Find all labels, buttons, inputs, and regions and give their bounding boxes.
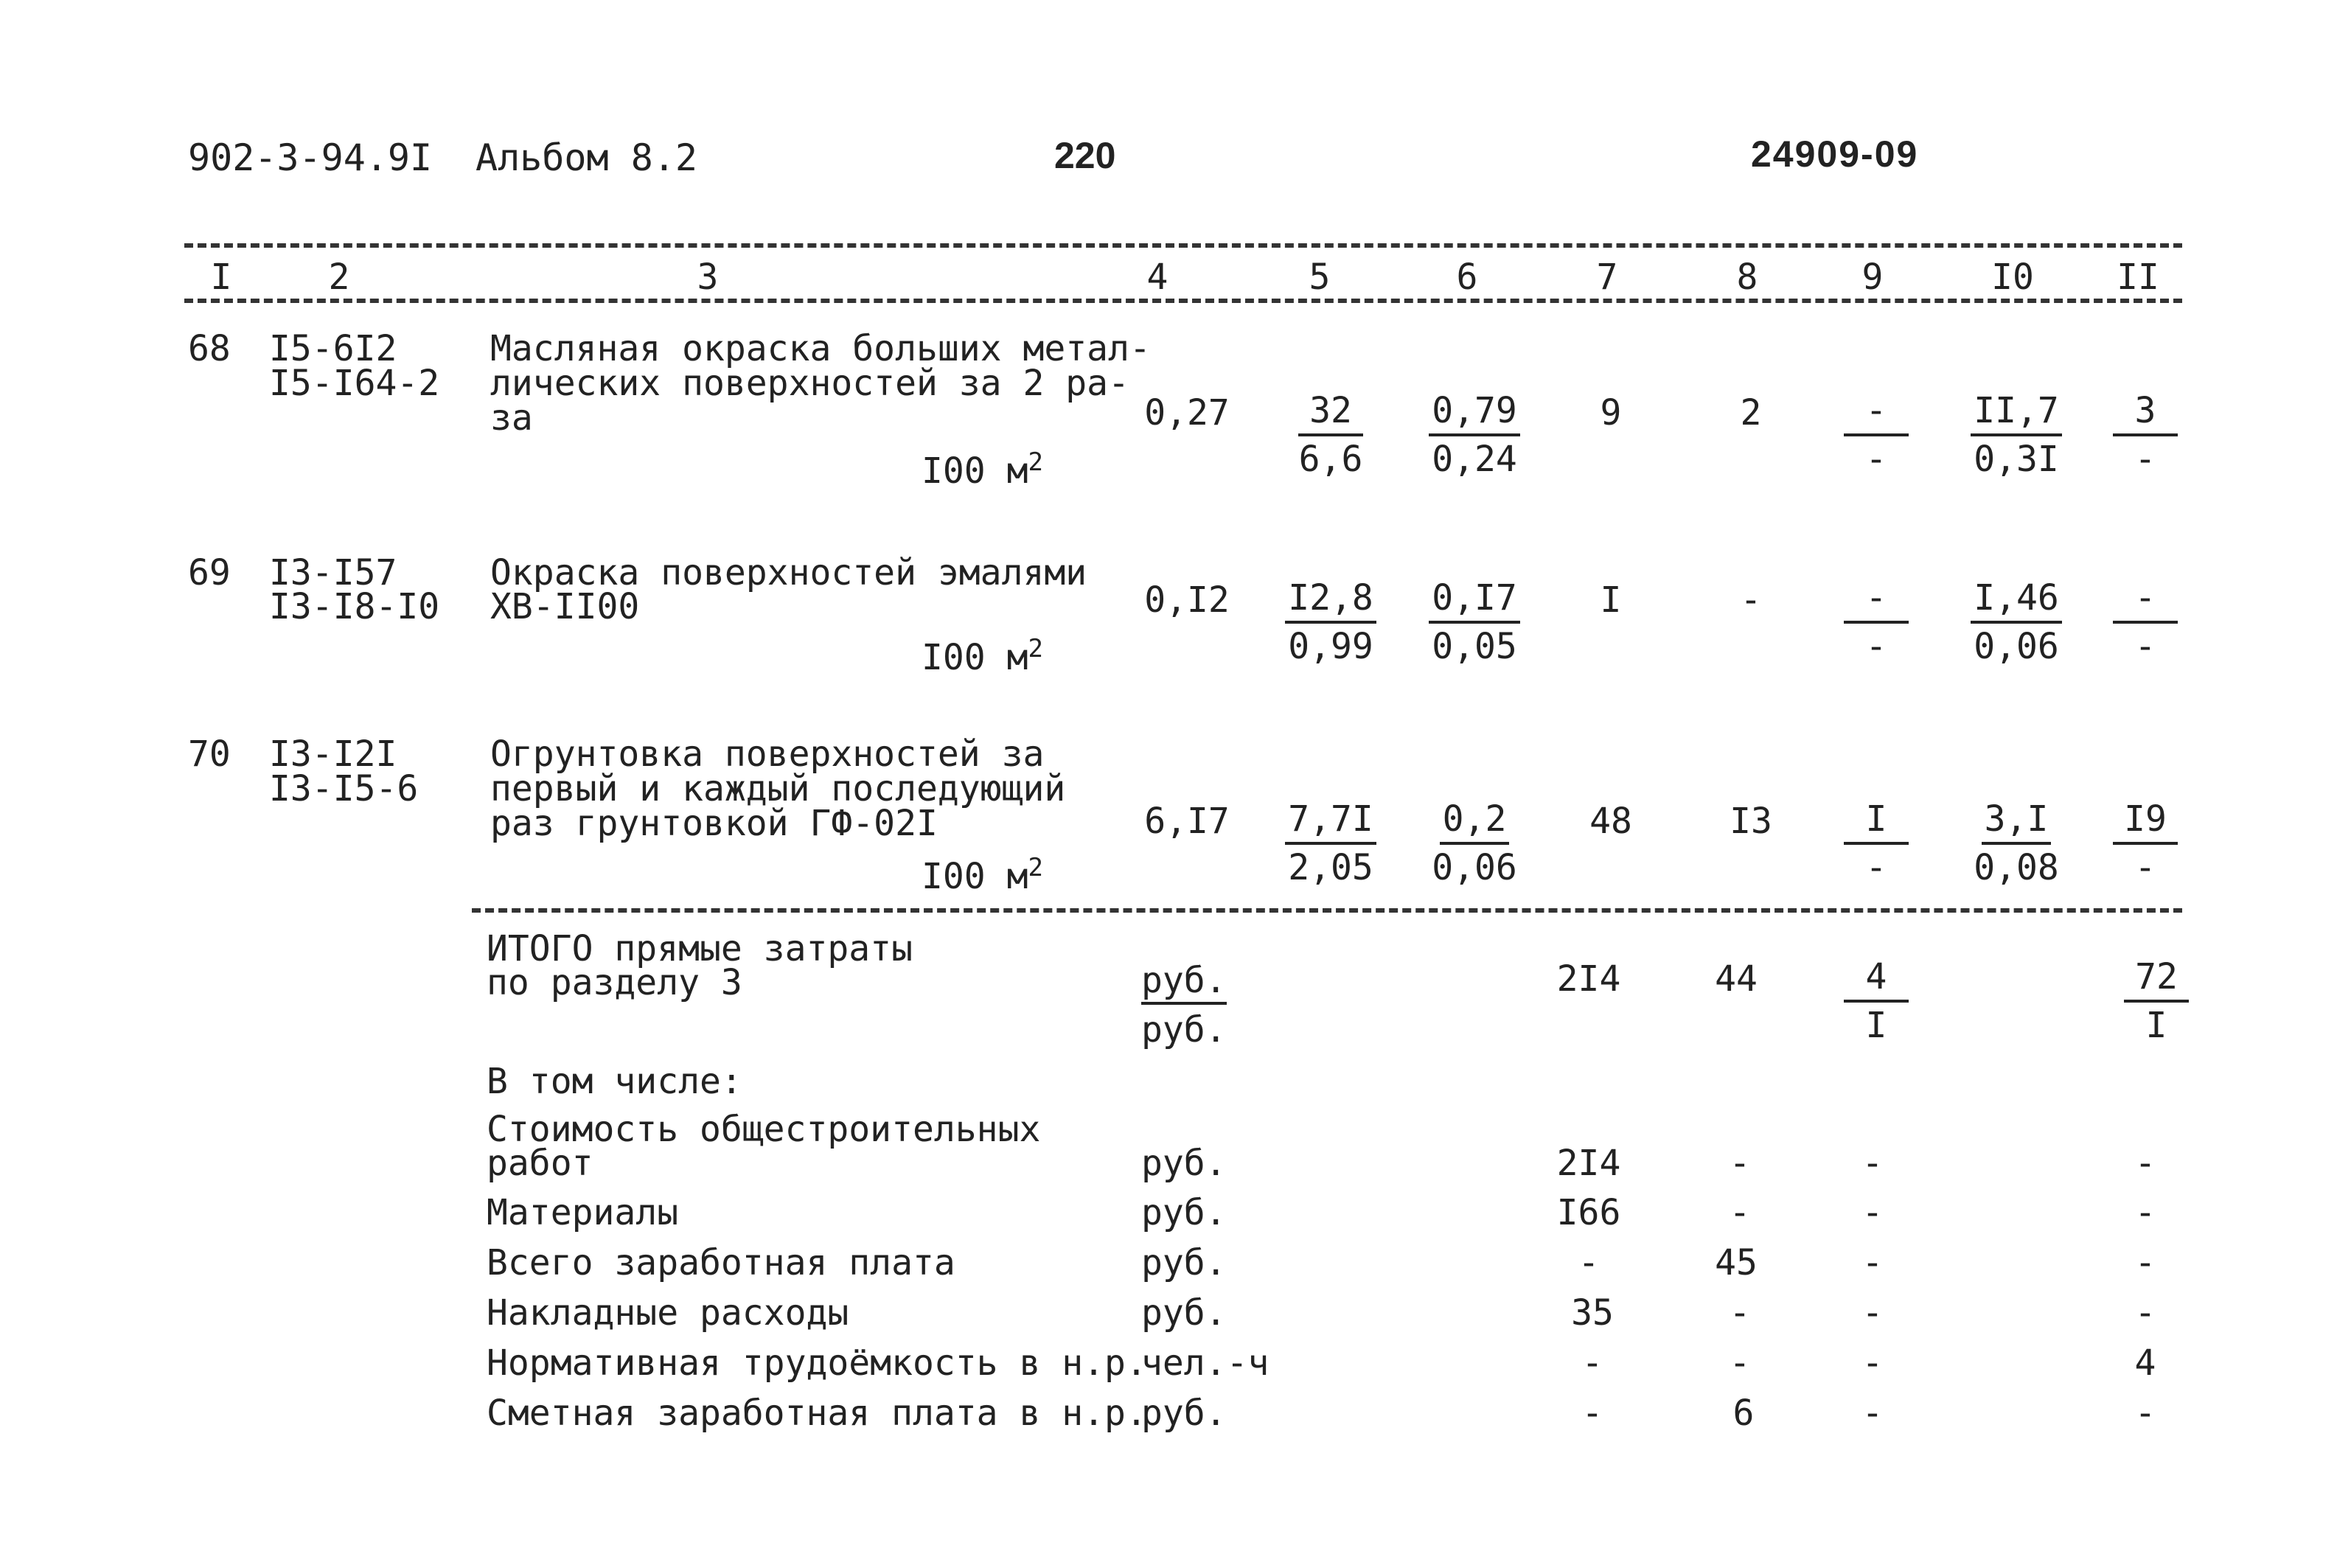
- breakdown-label: Всего заработная плата: [487, 1242, 955, 1283]
- doc-code: 902-3-94.9I: [188, 136, 433, 179]
- row-description-line: ХВ-II00: [490, 586, 640, 627]
- breakdown-col7: -: [1581, 1393, 1603, 1434]
- row-unit: I00 $м^2$: [922, 853, 1043, 897]
- breakdown-col11: -: [2134, 1242, 2156, 1283]
- breakdown-col11: 4: [2134, 1342, 2156, 1384]
- col10-fraction: $\frac{3,I}{0,08}$: [1974, 798, 2059, 888]
- col-header-9: 9: [1861, 257, 1884, 298]
- col5-fraction: $\frac{I2,8}{0,99}$: [1257, 579, 1404, 665]
- breakdown-col7: I66: [1556, 1192, 1621, 1233]
- breakdown-col9: -: [1861, 1342, 1884, 1384]
- totals-unit-top: руб.: [1141, 962, 1227, 1005]
- totals-col9-fraction: $\frac{4}{I}$: [1803, 958, 1950, 1044]
- breakdown-label: Нормативная трудоёмкость в н.р.: [487, 1342, 1147, 1384]
- totals-label-line: ИТОГО прямые затраты: [487, 928, 913, 969]
- row-unit: I00 $м^2$: [922, 634, 1043, 678]
- col9-fraction: - -: [1803, 579, 1950, 665]
- breakdown-col11: -: [2134, 1143, 2156, 1184]
- col10-fraction: $\frac{II,7}{0,3I}$: [1943, 392, 2090, 478]
- totals-col8: 44: [1715, 958, 1758, 1000]
- breakdown-col8: -: [1729, 1342, 1751, 1384]
- breakdown-label: Стоимость общестроительных: [487, 1109, 1041, 1150]
- breakdown-unit: руб.: [1141, 1242, 1227, 1283]
- breakdown-col9: -: [1861, 1292, 1884, 1334]
- header-rule-bottom: [184, 299, 2182, 303]
- col-header-6: 6: [1456, 257, 1478, 298]
- row-description-line: Огрунтовка поверхностей за: [490, 734, 1045, 775]
- breakdown-col8: 6: [1732, 1393, 1755, 1434]
- breakdown-col8: -: [1729, 1192, 1751, 1233]
- breakdown-label: Материалы: [487, 1192, 679, 1233]
- row-code: I3-I2I: [269, 734, 397, 775]
- col7-value: 48: [1589, 801, 1632, 842]
- col6-fraction: $\frac{0,79}{0,24}$: [1401, 392, 1548, 478]
- album-label: Альбом 8.2: [476, 136, 698, 179]
- col9-fraction: - -: [1803, 392, 1950, 478]
- col9-fraction: I -: [1803, 801, 1950, 886]
- breakdown-col8: -: [1729, 1292, 1751, 1334]
- breakdown-unit: чел.-ч: [1141, 1342, 1269, 1384]
- breakdown-label: работ: [487, 1143, 593, 1184]
- page-number: 220: [1054, 135, 1116, 176]
- col5-fraction: $\frac{32}{6,6}$: [1298, 390, 1363, 480]
- row-number: 70: [188, 734, 231, 775]
- header-rule-top: [184, 243, 2182, 248]
- row-number: 68: [188, 328, 231, 369]
- col-header-7: 7: [1596, 257, 1618, 298]
- col10-fraction: $\frac{I,46}{0,06}$: [1943, 579, 2090, 665]
- col11-fraction: - -: [2072, 579, 2219, 665]
- col-header-5: 5: [1309, 257, 1331, 298]
- breakdown-label: Сметная заработная плата в н.р.: [487, 1393, 1147, 1434]
- breakdown-col11: -: [2134, 1192, 2156, 1233]
- col11-fraction: I9 -: [2072, 801, 2219, 886]
- row-number: 69: [188, 552, 231, 593]
- totals-col7: 2I4: [1556, 958, 1621, 1000]
- col-header-10: I0: [1991, 257, 2034, 298]
- col6-fraction: $\frac{0,I7}{0,05}$: [1401, 579, 1548, 665]
- col8-value: -: [1740, 579, 1762, 621]
- col-header-11: II: [2117, 257, 2159, 298]
- col-header-1: I: [210, 257, 232, 298]
- row-code: I5-6I2: [269, 328, 397, 369]
- row-description-line: первый и каждый последующий: [490, 768, 1066, 809]
- breakdown-col9: -: [1861, 1242, 1884, 1283]
- breakdown-unit: руб.: [1141, 1143, 1227, 1184]
- breakdown-col7: -: [1581, 1342, 1603, 1384]
- col5-fraction: $\frac{7,7I}{2,05}$: [1257, 801, 1404, 886]
- breakdown-unit: руб.: [1141, 1292, 1227, 1334]
- totals-col11-fraction: $\frac{72}{I}$: [2083, 958, 2230, 1044]
- totals-rule: [472, 908, 2182, 913]
- col4-value: 0,I2: [1144, 579, 1230, 621]
- breakdown-col7: -: [1578, 1242, 1600, 1283]
- row-code: I5-I64-2: [269, 363, 440, 404]
- col-header-2: 2: [328, 257, 350, 298]
- row-code: I3-I8-I0: [269, 586, 440, 627]
- row-description-line: раз грунтовкой ГФ-02I: [490, 803, 938, 844]
- row-unit: I00 $м^2$: [922, 447, 1043, 492]
- col6-fraction: $\frac{0,2}{0,06}$: [1432, 798, 1517, 888]
- breakdown-col7: 35: [1571, 1292, 1614, 1334]
- breakdown-unit: руб.: [1141, 1393, 1227, 1434]
- col-header-8: 8: [1736, 257, 1758, 298]
- breakdown-col7: 2I4: [1556, 1143, 1621, 1184]
- col4-value: 0,27: [1144, 392, 1230, 433]
- totals-unit-bottom: руб.: [1141, 1009, 1227, 1050]
- totals-label-line: по разделу 3: [487, 962, 742, 1003]
- breakdown-col9: -: [1861, 1192, 1884, 1233]
- col4-value: 6,I7: [1144, 801, 1230, 842]
- doc-number: 24909-09: [1751, 133, 1919, 175]
- row-description-line: за: [490, 397, 533, 439]
- row-description-line: Масляная окраска больших метал-: [490, 328, 1151, 369]
- breakdown-col8: 45: [1715, 1242, 1758, 1283]
- breakdown-col9: -: [1861, 1143, 1884, 1184]
- col-header-4: 4: [1146, 257, 1168, 298]
- row-code: I3-I57: [269, 552, 397, 593]
- col8-value: 2: [1740, 392, 1762, 433]
- col8-value: I3: [1730, 801, 1772, 842]
- breakdown-col11: -: [2134, 1393, 2156, 1434]
- row-description-line: лических поверхностей за 2 ра-: [490, 363, 1129, 404]
- row-code: I3-I5-6: [269, 768, 419, 809]
- including-label: В том числе:: [487, 1061, 742, 1102]
- breakdown-unit: руб.: [1141, 1192, 1227, 1233]
- breakdown-col8: -: [1729, 1143, 1751, 1184]
- breakdown-col11: -: [2134, 1292, 2156, 1334]
- col11-fraction: 3 -: [2072, 392, 2219, 478]
- col7-value: 9: [1600, 392, 1622, 433]
- breakdown-col9: -: [1861, 1393, 1884, 1434]
- col7-value: I: [1600, 579, 1622, 621]
- col-header-3: 3: [697, 257, 719, 298]
- row-description-line: Окраска поверхностей эмалями: [490, 552, 1087, 593]
- breakdown-label: Накладные расходы: [487, 1292, 849, 1334]
